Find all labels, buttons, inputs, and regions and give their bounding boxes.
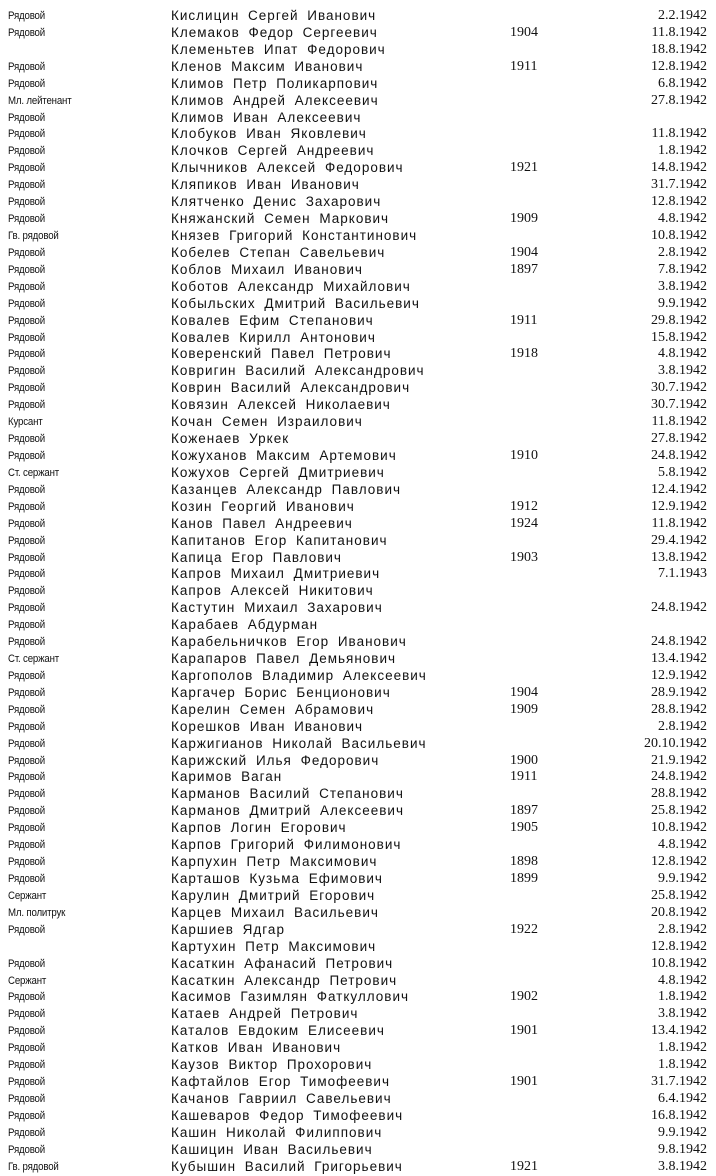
entry-date: 7.8.1942 bbox=[658, 261, 707, 277]
entry-rank: Рядовой bbox=[8, 1143, 46, 1156]
entry-date: 25.8.1942 bbox=[651, 887, 707, 903]
entry-name: Коврин Василий Александрович bbox=[171, 380, 411, 396]
entry-rank: Рядовой bbox=[8, 1109, 46, 1122]
entry-rank: Рядовой bbox=[8, 280, 46, 293]
entry-year: 1921 bbox=[510, 1158, 538, 1174]
entry-rank: Рядовой bbox=[8, 568, 46, 581]
entry-name: Казанцев Александр Павлович bbox=[171, 481, 402, 497]
entry-name: Карманов Дмитрий Алексеевич bbox=[171, 803, 405, 819]
entry-name: Кобелев Степан Савельевич bbox=[171, 244, 386, 260]
entry-name: Кубышин Василий Григорьевич bbox=[171, 1158, 403, 1174]
list-item bbox=[0, 516, 716, 533]
entry-name: Коботов Александр Михайлович bbox=[171, 278, 411, 294]
list-item bbox=[0, 786, 716, 803]
entry-rank: Ст. сержант bbox=[8, 653, 60, 666]
entry-date: 18.8.1942 bbox=[651, 41, 707, 57]
entry-rank: Рядовой bbox=[8, 331, 46, 344]
list-item bbox=[0, 346, 716, 363]
entry-date: 25.8.1942 bbox=[651, 803, 707, 819]
entry-rank: Курсант bbox=[8, 416, 43, 429]
entry-date: 5.8.1942 bbox=[658, 464, 707, 480]
entry-date: 9.9.1942 bbox=[658, 1124, 707, 1140]
entry-rank: Рядовой bbox=[8, 873, 46, 886]
entry-date: 12.8.1942 bbox=[651, 58, 707, 74]
entry-date: 6.8.1942 bbox=[658, 75, 707, 91]
list-item bbox=[0, 1108, 716, 1125]
entry-rank: Рядовой bbox=[8, 128, 46, 141]
entry-name: Карманов Василий Степанович bbox=[171, 786, 404, 802]
entry-date: 27.8.1942 bbox=[651, 92, 707, 108]
entry-name: Кожухов Сергей Дмитриевич bbox=[171, 464, 385, 480]
list-item bbox=[0, 363, 716, 380]
entry-rank: Рядовой bbox=[8, 686, 46, 699]
entry-name: Клобуков Иван Яковлевич bbox=[171, 126, 367, 142]
entry-name: Капров Михаил Дмитриевич bbox=[171, 566, 381, 582]
entry-date: 12.8.1942 bbox=[651, 854, 707, 870]
list-item bbox=[0, 93, 716, 110]
entry-date: 16.8.1942 bbox=[651, 1107, 707, 1123]
entry-date: 10.8.1942 bbox=[651, 820, 707, 836]
entry-date: 12.9.1942 bbox=[651, 667, 707, 683]
list-item bbox=[0, 110, 716, 127]
entry-date: 28.9.1942 bbox=[651, 684, 707, 700]
list-item bbox=[0, 803, 716, 820]
entry-date: 12.8.1942 bbox=[651, 194, 707, 210]
list-item bbox=[0, 279, 716, 296]
entry-date: 10.8.1942 bbox=[651, 227, 707, 243]
entry-rank: Рядовой bbox=[8, 822, 46, 835]
entry-name: Карапаров Павел Демьянович bbox=[171, 651, 397, 667]
entry-name: Карпов Логин Егорович bbox=[171, 820, 347, 836]
entry-rank: Рядовой bbox=[8, 246, 46, 259]
entry-year: 1909 bbox=[510, 701, 538, 717]
entry-rank: Рядовой bbox=[8, 585, 46, 598]
list-item bbox=[0, 533, 716, 550]
list-item bbox=[0, 566, 716, 583]
entry-date: 1.8.1942 bbox=[658, 1057, 707, 1073]
entry-date: 2.2.1942 bbox=[658, 8, 707, 23]
entry-name: Коженаев Уркек bbox=[171, 431, 290, 447]
list-item bbox=[0, 313, 716, 330]
entry-rank: Рядовой bbox=[8, 754, 46, 767]
entry-rank: Рядовой bbox=[8, 365, 46, 378]
entry-rank: Рядовой bbox=[8, 856, 46, 869]
entry-date: 12.9.1942 bbox=[651, 498, 707, 514]
entry-rank: Рядовой bbox=[8, 382, 46, 395]
entry-rank: Рядовой bbox=[8, 923, 46, 936]
entry-date: 11.8.1942 bbox=[651, 126, 707, 142]
list-item bbox=[0, 837, 716, 854]
entry-year: 1904 bbox=[510, 24, 538, 40]
entry-rank: Ст. сержант bbox=[8, 466, 60, 479]
list-item bbox=[0, 1074, 716, 1091]
list-item bbox=[0, 414, 716, 431]
list-item bbox=[0, 583, 716, 600]
entry-name: Клычников Алексей Федорович bbox=[171, 160, 404, 176]
list-item bbox=[0, 1040, 716, 1057]
entry-name: Карташов Кузьма Ефимович bbox=[171, 871, 383, 887]
entry-year: 1911 bbox=[510, 58, 538, 74]
list-item bbox=[0, 262, 716, 279]
list-item bbox=[0, 989, 716, 1006]
list-item bbox=[0, 245, 716, 262]
entry-rank: Рядовой bbox=[8, 483, 46, 496]
entry-rank: Рядовой bbox=[8, 77, 46, 90]
entry-name: Ковалев Ефим Степанович bbox=[171, 312, 374, 328]
entry-date: 10.8.1942 bbox=[651, 955, 707, 971]
entry-rank: Рядовой bbox=[8, 551, 46, 564]
entry-rank: Гв. рядовой bbox=[8, 1160, 59, 1173]
list-item bbox=[0, 59, 716, 76]
list-item bbox=[0, 397, 716, 414]
entry-date: 9.9.1942 bbox=[658, 295, 707, 311]
entry-rank: Рядовой bbox=[8, 805, 46, 818]
entry-rank: Рядовой bbox=[8, 179, 46, 192]
entry-name: Катаев Андрей Петрович bbox=[171, 1006, 359, 1022]
entry-rank: Рядовой bbox=[8, 1076, 46, 1089]
entry-name: Карцев Михаил Васильевич bbox=[171, 904, 379, 920]
list-item bbox=[0, 482, 716, 499]
entry-rank: Рядовой bbox=[8, 991, 46, 1004]
entry-date: 2.8.1942 bbox=[658, 718, 707, 734]
list-item bbox=[0, 465, 716, 482]
entry-name: Капица Егор Павлович bbox=[171, 549, 342, 565]
entry-date: 4.8.1942 bbox=[658, 346, 707, 362]
entry-name: Кафтайлов Егор Тимофеевич bbox=[171, 1074, 390, 1090]
entry-date: 20.10.1942 bbox=[644, 735, 707, 751]
entry-year: 1924 bbox=[510, 515, 538, 531]
entry-date: 4.8.1942 bbox=[658, 837, 707, 853]
entry-name: Карижский Илья Федорович bbox=[171, 752, 380, 768]
entry-rank: Рядовой bbox=[8, 619, 46, 632]
list-item bbox=[0, 25, 716, 42]
entry-name: Ковалев Кирилл Антонович bbox=[171, 329, 376, 345]
entry-rank: Сержант bbox=[8, 889, 47, 902]
entry-name: Кастутин Михаил Захарович bbox=[171, 600, 383, 616]
list-item bbox=[0, 973, 716, 990]
list-item bbox=[0, 922, 716, 939]
entry-year: 1904 bbox=[510, 684, 538, 700]
entry-name: Княжанский Семен Маркович bbox=[171, 211, 390, 227]
entry-name: Качанов Гавриил Савельевич bbox=[171, 1091, 392, 1106]
entry-rank: Рядовой bbox=[8, 517, 46, 530]
list-item bbox=[0, 1006, 716, 1023]
entry-rank: Рядовой bbox=[8, 1059, 46, 1072]
entry-name: Катков Иван Иванович bbox=[171, 1040, 342, 1056]
entry-name: Капитанов Егор Капитанович bbox=[171, 532, 388, 548]
entry-date: 3.8.1942 bbox=[658, 363, 707, 379]
list-item bbox=[0, 1023, 716, 1040]
entry-rank: Рядовой bbox=[8, 737, 46, 750]
entry-rank: Рядовой bbox=[8, 1025, 46, 1038]
entry-year: 1899 bbox=[510, 871, 538, 887]
entry-rank: Рядовой bbox=[8, 348, 46, 361]
entry-date: 7.1.1943 bbox=[658, 566, 707, 582]
entry-date: 4.8.1942 bbox=[658, 972, 707, 988]
entry-rank: Мл. политрук bbox=[8, 906, 66, 919]
entry-rank: Рядовой bbox=[8, 297, 46, 310]
list-item bbox=[0, 617, 716, 634]
entry-rank: Рядовой bbox=[8, 111, 46, 124]
entry-rank: Рядовой bbox=[8, 669, 46, 682]
entry-rank: Рядовой bbox=[8, 1126, 46, 1139]
entry-name: Климов Андрей Алексеевич bbox=[171, 92, 379, 108]
entry-rank: Рядовой bbox=[8, 1008, 46, 1021]
entry-rank: Рядовой bbox=[8, 145, 46, 158]
entry-year: 1897 bbox=[510, 261, 538, 277]
entry-name: Клеменьтев Ипат Федорович bbox=[171, 41, 386, 57]
entry-name: Климов Петр Поликарпович bbox=[171, 75, 379, 91]
entry-name: Кобыльских Дмитрий Васильевич bbox=[171, 295, 420, 311]
entry-name: Клятченко Денис Захарович bbox=[171, 194, 382, 210]
entry-rank: Рядовой bbox=[8, 449, 46, 462]
entry-rank: Рядовой bbox=[8, 1042, 46, 1055]
list-item bbox=[0, 42, 716, 59]
entry-year: 1911 bbox=[510, 769, 538, 785]
entry-name: Кашин Николай Филиппович bbox=[171, 1124, 383, 1140]
entry-date: 11.8.1942 bbox=[651, 414, 707, 430]
entry-date: 1.8.1942 bbox=[658, 143, 707, 159]
entry-year: 1909 bbox=[510, 211, 538, 227]
entry-name: Ковригин Василий Александрович bbox=[171, 363, 425, 379]
list-item bbox=[0, 126, 716, 143]
entry-date: 3.8.1942 bbox=[658, 1158, 707, 1174]
entry-date: 28.8.1942 bbox=[651, 786, 707, 802]
list-item bbox=[0, 685, 716, 702]
entry-rank: Сержант bbox=[8, 974, 47, 987]
entry-year: 1901 bbox=[510, 1074, 538, 1090]
entry-name: Картухин Петр Максимович bbox=[171, 938, 377, 954]
entry-rank: Рядовой bbox=[8, 314, 46, 327]
entry-name: Кочан Семен Израилович bbox=[171, 414, 363, 430]
entry-name: Касаткин Афанасий Петрович bbox=[171, 955, 394, 971]
list-item bbox=[0, 956, 716, 973]
entry-rank: Рядовой bbox=[8, 10, 46, 22]
list-item bbox=[0, 211, 716, 228]
entry-year: 1918 bbox=[510, 346, 538, 362]
entry-name: Кляпиков Иван Иванович bbox=[171, 177, 360, 193]
entry-year: 1910 bbox=[510, 447, 538, 463]
entry-date: 29.4.1942 bbox=[651, 532, 707, 548]
list-item bbox=[0, 330, 716, 347]
entry-year: 1911 bbox=[510, 312, 538, 328]
list-item bbox=[0, 431, 716, 448]
entry-date: 24.8.1942 bbox=[651, 634, 707, 650]
entry-rank: Рядовой bbox=[8, 720, 46, 733]
entry-rank: Рядовой bbox=[8, 213, 46, 226]
list-item bbox=[0, 753, 716, 770]
entry-date: 31.7.1942 bbox=[651, 1074, 707, 1090]
entry-name: Карулин Дмитрий Егорович bbox=[171, 887, 376, 903]
entry-rank: Рядовой bbox=[8, 1093, 46, 1105]
entry-name: Карабаев Абдурман bbox=[171, 617, 319, 633]
entry-name: Каршиев Ядгар bbox=[171, 921, 285, 937]
entry-name: Климов Иван Алексеевич bbox=[171, 109, 362, 125]
list-item bbox=[0, 668, 716, 685]
list-item bbox=[0, 143, 716, 160]
list-item bbox=[0, 1057, 716, 1074]
entry-date: 24.8.1942 bbox=[651, 447, 707, 463]
entry-name: Каримов Ваган bbox=[171, 769, 283, 785]
list-item bbox=[0, 499, 716, 516]
list-item bbox=[0, 769, 716, 786]
list-item bbox=[0, 871, 716, 888]
list-item bbox=[0, 600, 716, 617]
list-item bbox=[0, 1091, 716, 1108]
list-item bbox=[0, 1159, 716, 1176]
list-item bbox=[0, 719, 716, 736]
entry-date: 13.8.1942 bbox=[651, 549, 707, 565]
entry-rank: Рядовой bbox=[8, 636, 46, 649]
entry-rank: Рядовой bbox=[8, 957, 46, 970]
entry-rank: Рядовой bbox=[8, 500, 46, 513]
entry-year: 1912 bbox=[510, 498, 538, 514]
entry-name: Каржигианов Николай Васильевич bbox=[171, 735, 427, 751]
entry-date: 27.8.1942 bbox=[651, 431, 707, 447]
entry-date: 13.4.1942 bbox=[651, 651, 707, 667]
list-item bbox=[0, 177, 716, 194]
entry-date: 4.8.1942 bbox=[658, 211, 707, 227]
entry-date: 9.9.1942 bbox=[658, 871, 707, 887]
entry-year: 1921 bbox=[510, 160, 538, 176]
list-item bbox=[0, 194, 716, 211]
entry-rank: Рядовой bbox=[8, 839, 46, 852]
entry-year: 1904 bbox=[510, 244, 538, 260]
entry-name: Клемаков Федор Сергеевич bbox=[171, 24, 378, 40]
list-item bbox=[0, 380, 716, 397]
entry-name: Каузов Виктор Прохорович bbox=[171, 1057, 373, 1073]
entry-name: Кожуханов Максим Артемович bbox=[171, 447, 397, 463]
entry-name: Карпухин Петр Максимович bbox=[171, 854, 378, 870]
entry-year: 1901 bbox=[510, 1023, 538, 1039]
entry-name: Коверенский Павел Петрович bbox=[171, 346, 392, 362]
entry-date: 30.7.1942 bbox=[651, 380, 707, 396]
entry-date: 13.4.1942 bbox=[651, 1023, 707, 1039]
entry-rank: Рядовой bbox=[8, 399, 46, 412]
entry-name: Кашицин Иван Васильевич bbox=[171, 1141, 373, 1157]
entry-name: Каргачер Борис Бенционович bbox=[171, 684, 391, 700]
entry-name: Кислицин Сергей Иванович bbox=[171, 8, 377, 23]
entry-year: 1902 bbox=[510, 989, 538, 1005]
entry-name: Ковязин Алексей Николаевич bbox=[171, 397, 391, 413]
entry-year: 1922 bbox=[510, 921, 538, 937]
entry-rank: Рядовой bbox=[8, 162, 46, 175]
entry-name: Канов Павел Андреевич bbox=[171, 515, 353, 531]
entry-date: 21.9.1942 bbox=[651, 752, 707, 768]
entry-year: 1905 bbox=[510, 820, 538, 836]
entry-name: Козин Георгий Иванович bbox=[171, 498, 355, 514]
list-item bbox=[0, 550, 716, 567]
list-item bbox=[0, 854, 716, 871]
entry-year: 1898 bbox=[510, 854, 538, 870]
entry-date: 20.8.1942 bbox=[651, 904, 707, 920]
entry-date: 2.8.1942 bbox=[658, 244, 707, 260]
entry-date: 12.4.1942 bbox=[651, 481, 707, 497]
entry-rank: Рядовой bbox=[8, 60, 46, 73]
entry-date: 11.8.1942 bbox=[651, 515, 707, 531]
entry-name: Князев Григорий Константинович bbox=[171, 227, 418, 243]
entry-name: Касаткин Александр Петрович bbox=[171, 972, 398, 988]
entry-date: 29.8.1942 bbox=[651, 312, 707, 328]
entry-date: 24.8.1942 bbox=[651, 600, 707, 616]
entry-date: 1.8.1942 bbox=[658, 989, 707, 1005]
entry-name: Капров Алексей Никитович bbox=[171, 583, 374, 599]
entry-rank: Рядовой bbox=[8, 703, 46, 716]
entry-date: 28.8.1942 bbox=[651, 701, 707, 717]
list-item bbox=[0, 1142, 716, 1159]
list-item bbox=[0, 888, 716, 905]
entry-rank: Рядовой bbox=[8, 196, 46, 209]
entry-name: Коблов Михаил Иванович bbox=[171, 261, 363, 277]
entry-year: 1900 bbox=[510, 752, 538, 768]
entry-date: 2.8.1942 bbox=[658, 921, 707, 937]
entry-date: 3.8.1942 bbox=[658, 1006, 707, 1022]
list-item bbox=[0, 296, 716, 313]
entry-rank: Рядовой bbox=[8, 433, 46, 446]
entry-name: Карелин Семен Абрамович bbox=[171, 701, 375, 717]
entry-date: 24.8.1942 bbox=[651, 769, 707, 785]
entry-date: 3.8.1942 bbox=[658, 278, 707, 294]
entry-date: 30.7.1942 bbox=[651, 397, 707, 413]
entry-name: Каталов Евдоким Елисеевич bbox=[171, 1023, 385, 1039]
entry-date: 31.7.1942 bbox=[651, 177, 707, 193]
list-item bbox=[0, 702, 716, 719]
entry-rank: Рядовой bbox=[8, 771, 46, 784]
list-item bbox=[0, 634, 716, 651]
entry-name: Касимов Газимлян Фаткуллович bbox=[171, 989, 410, 1005]
entry-rank: Гв. рядовой bbox=[8, 229, 59, 242]
entry-rank: Мл. лейтенант bbox=[8, 94, 72, 107]
list-item bbox=[0, 736, 716, 753]
casualty-list bbox=[0, 8, 716, 1176]
entry-name: Кленов Максим Иванович bbox=[171, 58, 364, 74]
entry-year: 1903 bbox=[510, 549, 538, 565]
list-item bbox=[0, 1125, 716, 1142]
list-item bbox=[0, 939, 716, 956]
entry-date: 15.8.1942 bbox=[651, 329, 707, 345]
entry-rank: Рядовой bbox=[8, 534, 46, 547]
entry-date: 6.4.1942 bbox=[658, 1091, 707, 1106]
entry-rank: Рядовой bbox=[8, 602, 46, 615]
entry-rank: Рядовой bbox=[8, 263, 46, 276]
entry-date: 14.8.1942 bbox=[651, 160, 707, 176]
list-item bbox=[0, 448, 716, 465]
entry-year: 1897 bbox=[510, 803, 538, 819]
list-item bbox=[0, 651, 716, 668]
entry-date: 11.8.1942 bbox=[651, 24, 707, 40]
entry-name: Каргополов Владимир Алексеевич bbox=[171, 667, 427, 683]
list-item bbox=[0, 160, 716, 177]
entry-name: Кашеваров Федор Тимофеевич bbox=[171, 1107, 404, 1123]
entry-rank: Рядовой bbox=[8, 26, 46, 39]
entry-date: 1.8.1942 bbox=[658, 1040, 707, 1056]
entry-name: Клочков Сергей Андреевич bbox=[171, 143, 375, 159]
entry-name: Корешков Иван Иванович bbox=[171, 718, 364, 734]
entry-date: 12.8.1942 bbox=[651, 938, 707, 954]
list-item bbox=[0, 76, 716, 93]
list-item bbox=[0, 820, 716, 837]
list-item bbox=[0, 228, 716, 245]
entry-name: Карабельничков Егор Иванович bbox=[171, 634, 407, 650]
entry-date: 9.8.1942 bbox=[658, 1141, 707, 1157]
entry-rank: Рядовой bbox=[8, 788, 46, 801]
entry-name: Карпов Григорий Филимонович bbox=[171, 837, 402, 853]
list-item bbox=[0, 8, 716, 25]
list-item bbox=[0, 905, 716, 922]
